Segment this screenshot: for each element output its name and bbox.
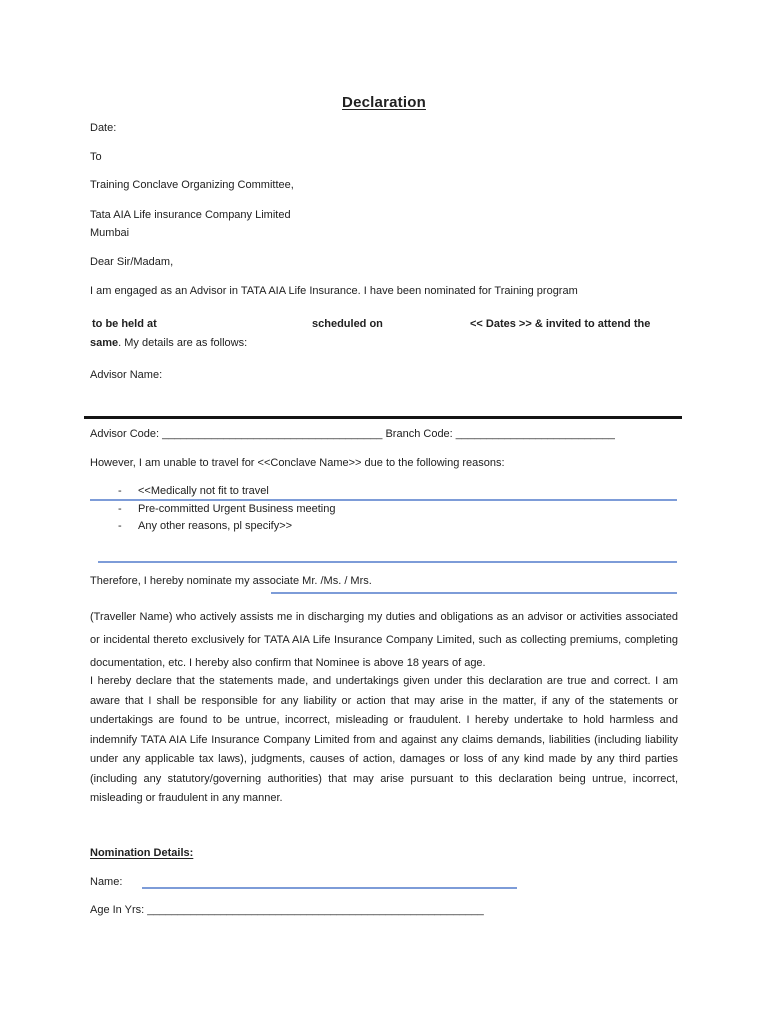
addressee-committee: Training Conclave Organizing Committee,	[90, 179, 294, 191]
reason-item-business: - Pre-committed Urgent Business meeting	[90, 501, 678, 519]
addressee-company-block	[90, 206, 291, 242]
advisor-name-label: Advisor Name:	[90, 369, 163, 381]
addressee-company: Tata AIA Life insurance Company Limited	[90, 209, 291, 221]
traveller-paragraph: (Traveller Name) who actively assists me in discharging my duties and obligations as an advisor or activities associated or incidental thereto exclusively for TATA AIA Life Insurance Company Limited, such as collecting premiums, completing documentation, etc. I hereby also confirm that Nominee is above 18 years of age.	[90, 611, 678, 669]
age-line	[90, 904, 484, 916]
dates-invited-text: << Dates >> & invited to attend the	[470, 318, 651, 330]
reason-item-medical: - <<Medically not fit to travel	[90, 483, 678, 501]
reasons-list	[90, 483, 678, 536]
name-fill-line	[142, 887, 517, 889]
name-label: Name:	[90, 876, 123, 888]
advisor-code-blank: ____________________________________	[162, 428, 383, 440]
advisor-code-label: Advisor Code:	[90, 428, 163, 440]
same-details-line	[90, 337, 247, 349]
specify-fill-line	[98, 561, 677, 563]
therefore-sentence: Therefore, I hereby nominate my associate Mr. /Ms. / Mrs.	[90, 575, 372, 587]
however-sentence: However, I am unable to travel for <<Conclave Name>> due to the following reasons:	[90, 457, 505, 469]
document-title: Declaration	[342, 94, 426, 111]
to-label: To	[90, 151, 102, 163]
section-divider-rule	[84, 416, 682, 419]
branch-code-blank: __________________________	[455, 428, 615, 440]
nomination-details-heading: Nomination Details:	[90, 847, 194, 859]
age-blank: _______________________________________________________	[147, 904, 484, 916]
held-at-text: to be held at	[92, 318, 157, 330]
same-bold: same	[90, 337, 119, 349]
branch-code-label: Branch Code:	[385, 428, 456, 440]
same-rest: . My details are as follows:	[118, 337, 248, 349]
nominee-fill-line	[271, 592, 677, 594]
reason-item-other: - Any other reasons, pl specify>>	[90, 518, 678, 536]
held-scheduled-line	[90, 318, 678, 356]
age-label: Age In Yrs:	[90, 904, 148, 916]
scheduled-on-text: scheduled on	[312, 318, 383, 330]
date-label: Date:	[90, 122, 117, 134]
codes-line	[90, 428, 615, 440]
reason-fill-line	[90, 499, 677, 501]
declaration-paragraph: I hereby declare that the statements made, and undertakings given under this declaration are true and correct. I am aware that I shall be responsible for any liability or action that may arise in the matter, if any of the statements or undertakings are found to be untrue, incorrect, misleading or fraudulent. I hereby undertake to hold harmless and indemnify TATA AIA Life Insurance Company Limited from and against any claims demands, liabilities (including liability under any applicable tax laws), judgments, causes of action, damages or loss of any kind made by any third parties (including any statutory/governing authorities) that may arise pursuant to this declaration being untrue, incorrect, misleading or fraudulent in any manner.	[90, 675, 678, 804]
letter-content	[90, 0, 678, 1024]
engaged-sentence: I am engaged as an Advisor in TATA AIA Life Insurance. I have been nominated for Training program	[90, 285, 578, 297]
addressee-city: Mumbai	[90, 227, 130, 239]
salutation: Dear Sir/Madam,	[90, 256, 174, 268]
